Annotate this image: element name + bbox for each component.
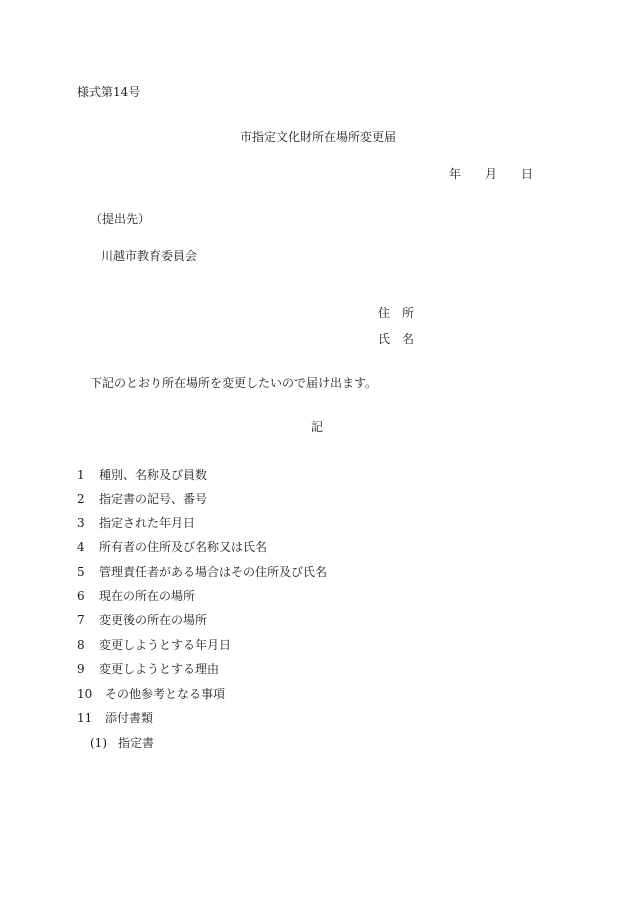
item-number: 9 — [77, 662, 85, 676]
name-label: 氏 名 — [378, 332, 415, 346]
list-item — [77, 468, 207, 482]
item-number: 8 — [77, 638, 85, 652]
form-number: 様式第14号 — [77, 85, 141, 99]
intro-text: 下記のとおり所在場所を変更したいので届け出ます。 — [90, 376, 378, 390]
date-year-label: 年 — [449, 167, 462, 181]
list-item — [77, 540, 267, 554]
item-number: 2 — [77, 492, 85, 506]
list-item — [77, 638, 231, 652]
list-item — [77, 516, 195, 530]
recipient-name: 川越市教育委員会 — [101, 249, 198, 263]
item-text: 指定された年月日 — [99, 516, 196, 530]
item-text: 変更後の所在の場所 — [99, 613, 208, 627]
document-title: 市指定文化財所在場所変更届 — [240, 130, 397, 144]
item-number: 3 — [77, 516, 85, 530]
item-text: 添付書類 — [105, 711, 154, 725]
list-item — [77, 613, 207, 627]
item-text: 現在の所在の場所 — [99, 589, 196, 603]
recipient-label: （提出先） — [90, 212, 151, 226]
item-text: 所有者の住所及び名称又は氏名 — [99, 540, 268, 554]
item-text: 指定書の記号、番号 — [99, 492, 208, 506]
ki-heading: 記 — [311, 420, 324, 434]
list-item — [77, 492, 207, 506]
item-number: 5 — [77, 565, 85, 579]
item-number: 6 — [77, 589, 85, 603]
attachment-item — [90, 736, 154, 750]
item-text: 変更しようとする理由 — [99, 662, 220, 676]
item-number: 1 — [77, 468, 85, 482]
date-month-label: 月 — [485, 167, 498, 181]
list-item — [77, 711, 153, 725]
item-text: 管理責任者がある場合はその住所及び氏名 — [99, 565, 328, 579]
list-item — [77, 565, 327, 579]
attachment-text: 指定書 — [118, 736, 155, 750]
item-number: 10 — [77, 687, 93, 701]
date-day-label: 日 — [521, 167, 534, 181]
item-number: 7 — [77, 613, 85, 627]
address-label: 住 所 — [378, 306, 415, 320]
attachment-number: (1) — [90, 736, 107, 750]
list-item — [77, 662, 219, 676]
list-item — [77, 589, 195, 603]
item-number: 4 — [77, 540, 85, 554]
item-text: 変更しようとする年月日 — [99, 638, 232, 652]
item-text: その他参考となる事項 — [105, 687, 226, 701]
item-number: 11 — [77, 711, 93, 725]
list-item — [77, 687, 225, 701]
item-text: 種別、名称及び員数 — [99, 468, 208, 482]
